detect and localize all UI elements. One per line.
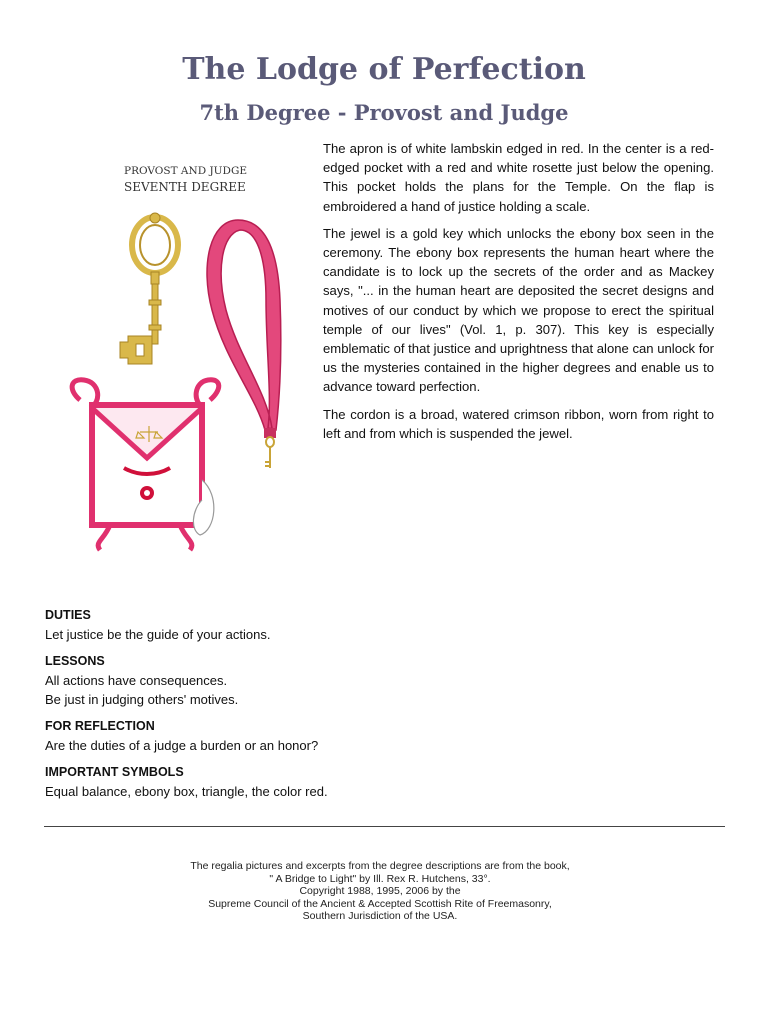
regalia-illustration: [60, 150, 320, 570]
regalia-description: [323, 139, 714, 451]
page-title: The Lodge of Perfection: [182, 52, 586, 87]
footer-credits: [0, 860, 760, 923]
footer-line: Southern Jurisdiction of the USA.: [302, 910, 458, 922]
small-key-jewel: [265, 437, 274, 468]
section-heading: FOR REFLECTION: [45, 719, 155, 733]
section-heading: IMPORTANT SYMBOLS: [45, 765, 184, 779]
footer-line: " A Bridge to Light" by Ill. Rex R. Hutchens, 33°.: [269, 872, 491, 885]
regalia-caption-line2: SEVENTH DEGREE: [124, 180, 246, 194]
rosette: [140, 486, 154, 500]
section-lessons: [45, 652, 725, 709]
footer-line: Copyright 1988, 1995, 2006 by the: [299, 885, 461, 897]
section-duties: [45, 606, 725, 644]
page-subtitle: 7th Degree - Provost and Judge: [199, 100, 569, 125]
degree-sections: [45, 606, 725, 809]
divider: [44, 826, 725, 827]
apron: [72, 380, 219, 550]
section-line: All actions have consequences.: [45, 673, 228, 688]
section-line: Let justice be the guide of your actions.: [45, 627, 271, 642]
section-symbols: [45, 763, 725, 801]
section-reflection: [45, 717, 725, 755]
description-apron: The apron is of white lambskin edged in red. In the center is a red-edged pocket with a red and white rosette just below the opening. This pocket holds the plans for the Temple. On the flap is embroidered a hand of justice holding a scale.: [323, 141, 714, 214]
section-line: Equal balance, ebony box, triangle, the color red.: [45, 784, 328, 799]
section-line: Be just in judging others' motives.: [45, 692, 239, 707]
section-heading: DUTIES: [45, 608, 91, 622]
section-heading: LESSONS: [45, 654, 105, 668]
section-line: Are the duties of a judge a burden or an honor?: [45, 738, 319, 753]
description-cordon: The cordon is a broad, watered crimson ribbon, worn from right to left and from which is suspended the jewel.: [323, 406, 714, 441]
gold-key-jewel: [120, 213, 178, 364]
cordon-ribbon: [207, 220, 281, 438]
footer-line: Supreme Council of the Ancient & Accepted Scottish Rite of Freemasonry,: [208, 897, 552, 910]
regalia-caption-line1: PROVOST AND JUDGE: [124, 165, 247, 177]
footer-line: The regalia pictures and excerpts from the degree descriptions are from the book,: [190, 860, 570, 872]
description-jewel: The jewel is a gold key which unlocks the ebony box seen in the ceremony. The ebony box represents the human heart where the candidate is to lock up the secrets of the order and as Mackey says, "... in the human heart are deposited the secret designs and motives of our conduct by which we propose to erect the spiritual temple of our lives" (Vol. 1, p. 307). This key is especially emblematic of that justice and uprightness that alone can unlock for us the mysteries contained in the higher degrees and enable us to advance toward perfection.: [323, 225, 714, 395]
